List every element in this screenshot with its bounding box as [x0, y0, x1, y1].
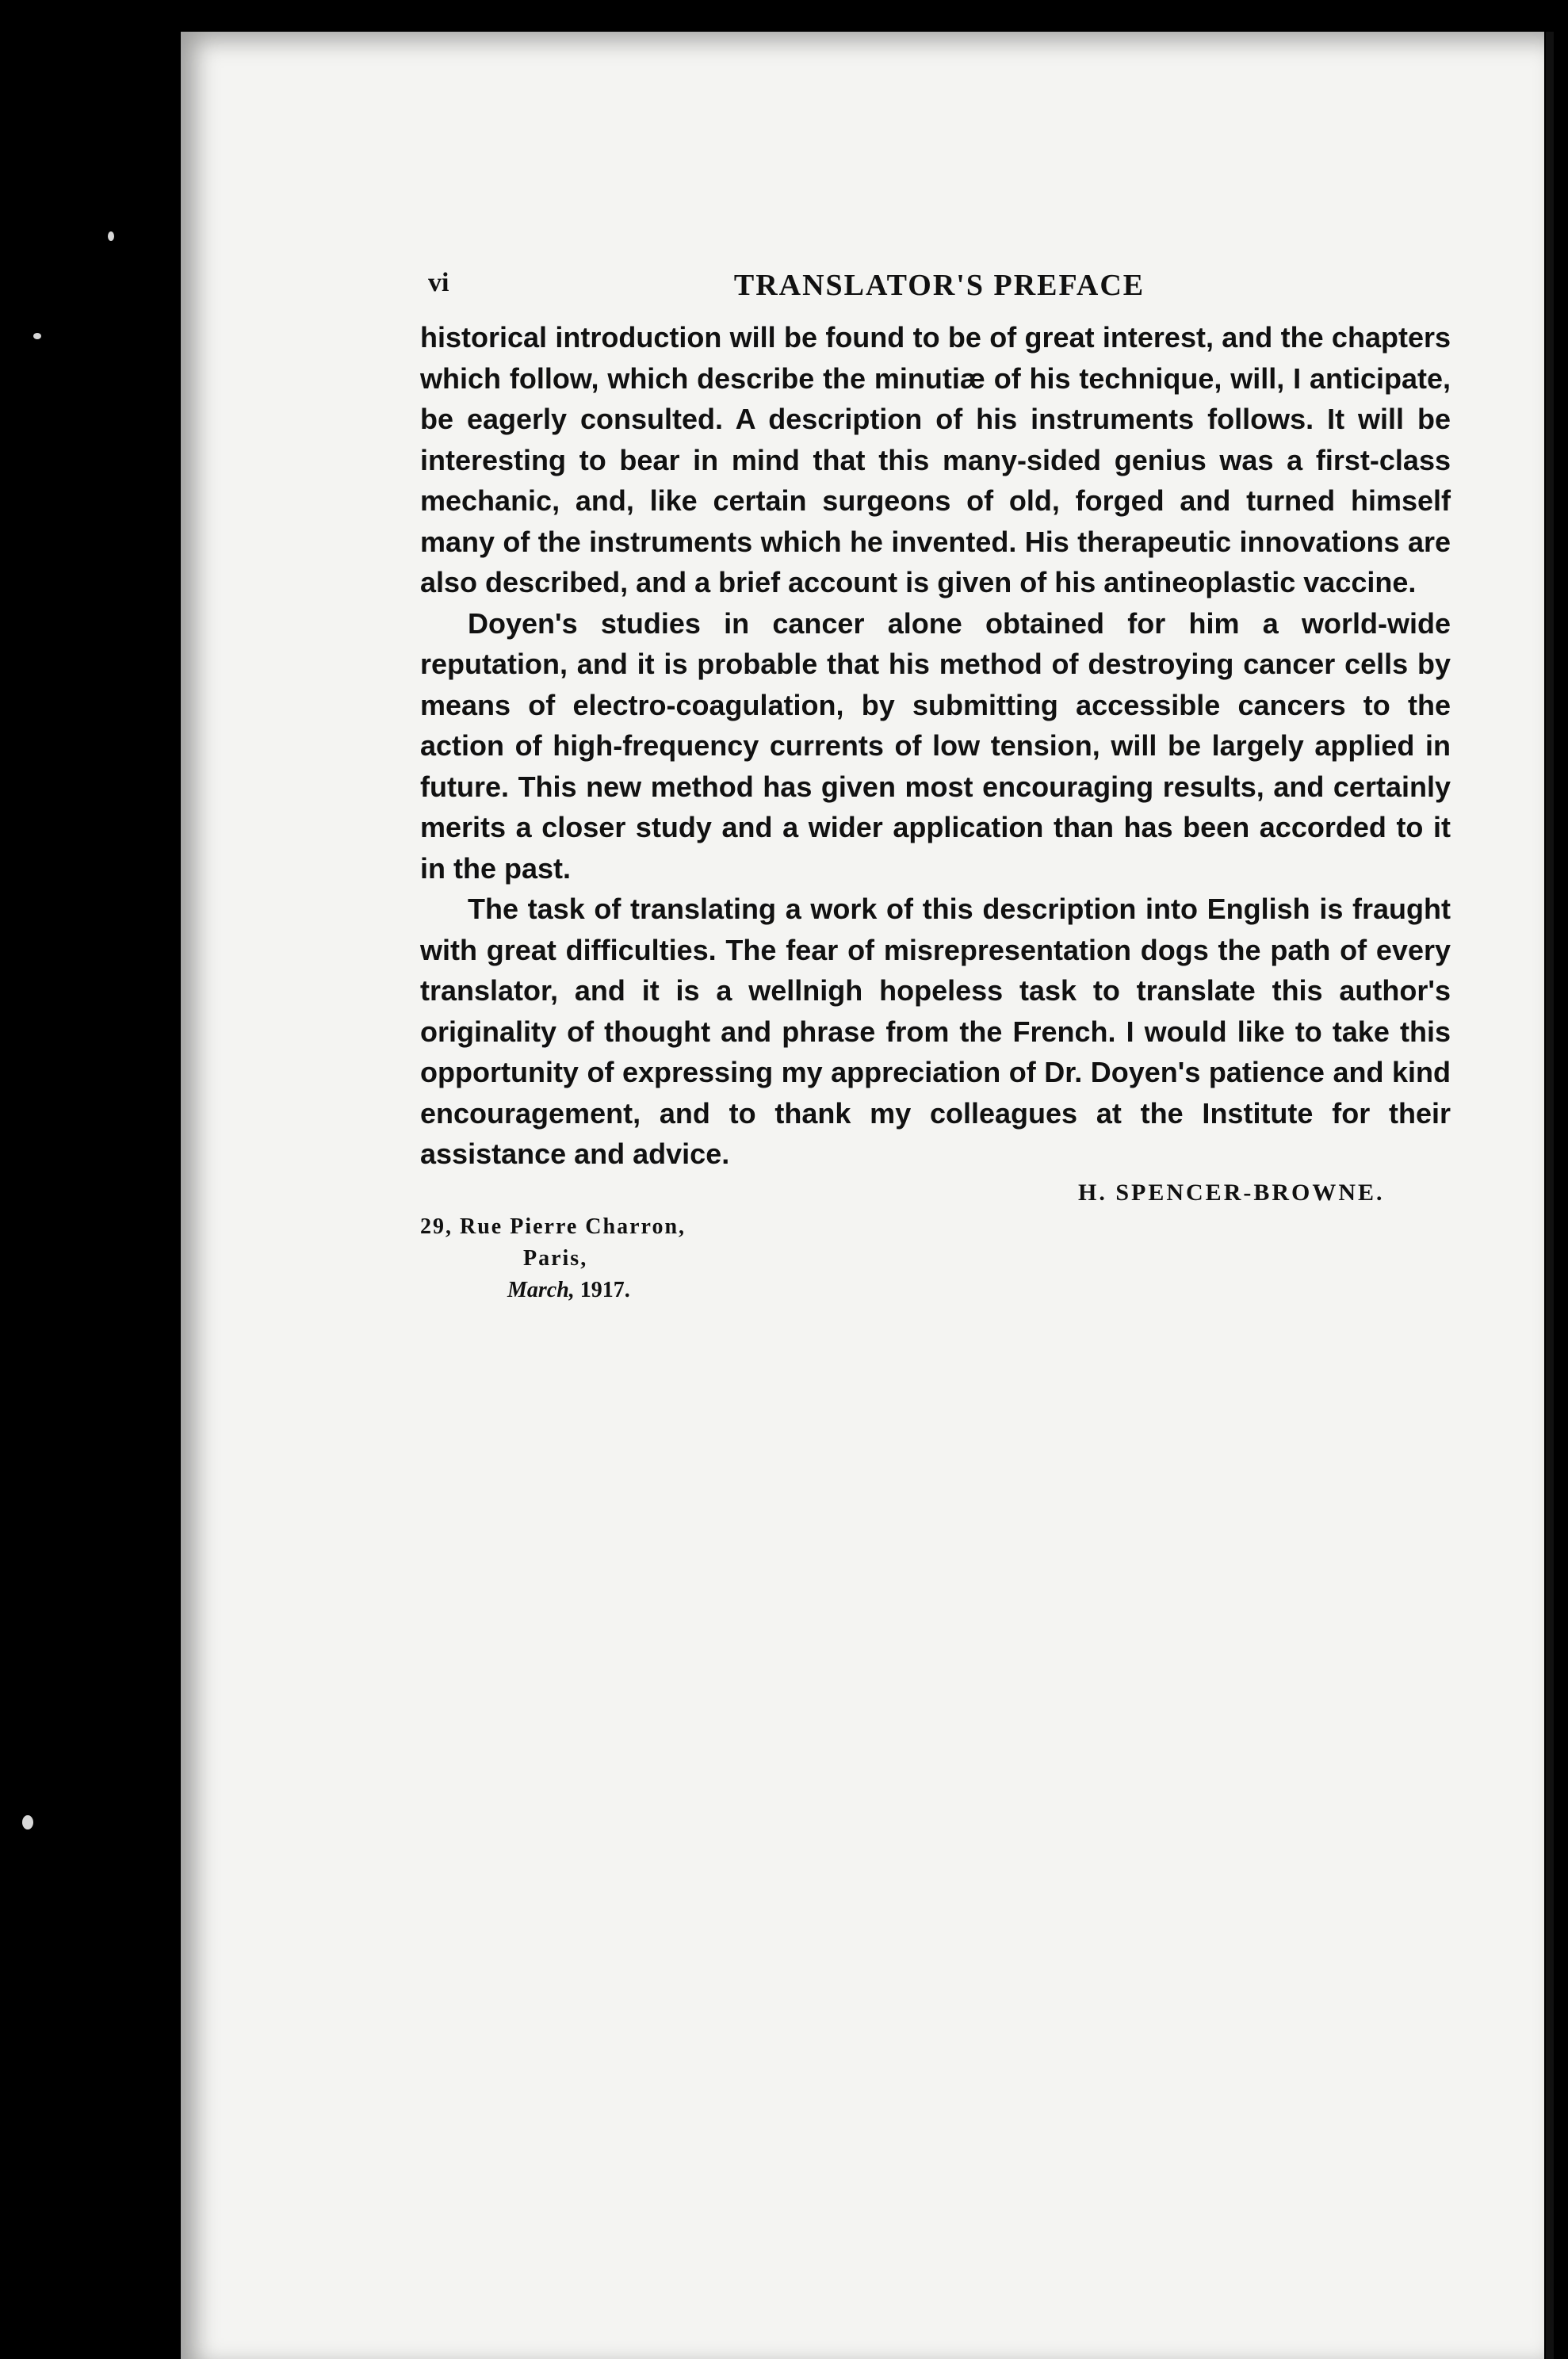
page-edge — [1546, 32, 1554, 2359]
address-street: 29, Rue Pierre Charron, — [420, 1214, 686, 1239]
scan-speck — [33, 333, 41, 339]
translator-signature: H. SPENCER-BROWNE. — [1078, 1180, 1385, 1206]
scan-speck — [22, 1815, 33, 1829]
page-header — [428, 268, 1451, 308]
preface-body — [420, 317, 1451, 1175]
running-title: TRANSLATOR'S PREFACE — [733, 269, 1145, 302]
paragraph: historical introduction will be found to be of great interest, and the chapters which follow, which describe the minutiæ of his technique, will, I anticipate, be eagerly consulted. A description of his instruments follows. It will be interesting to bear in mind that this many-sided genius was a first-class mechanic, and, like certain surgeons of old, forged and turned himself many of the instruments which he invented. His therapeutic innovations are also described, and a brief account is given of his antineoplastic vaccine. — [420, 321, 1451, 598]
scan-speck — [108, 231, 114, 241]
address-block — [420, 1211, 686, 1306]
address-year: 1917. — [579, 1278, 630, 1302]
address-date — [420, 1275, 686, 1306]
paragraph: Doyen's studies in cancer alone obtained for him a world-wide reputation, and it is probable that his method of destroying cancer cells by means of electro-coagulation, by submitting accessible cancers to the action of high-frequency currents of low tension, will be largely applied in future. This new method has given most encouraging results, and certainly merits a closer study and a wider application than has been accorded to it in the past. — [420, 606, 1451, 885]
page-number: vi — [428, 268, 449, 297]
address-city: Paris, — [523, 1246, 588, 1271]
paragraph: The task of translating a work of this description into English is fraught with great difficulties. The fear of misrepresentation dogs the path of every translator, and it is a wellnigh hopeless task to translate this author's originality of thought and phrase from the French. I would like to take this opportunity of expressing my appreciation of Dr. Doyen's patience and kind encouragement, and to thank my colleagues at the Institute for their assistance and advice. — [420, 893, 1451, 1170]
address-month: March, — [507, 1278, 575, 1302]
